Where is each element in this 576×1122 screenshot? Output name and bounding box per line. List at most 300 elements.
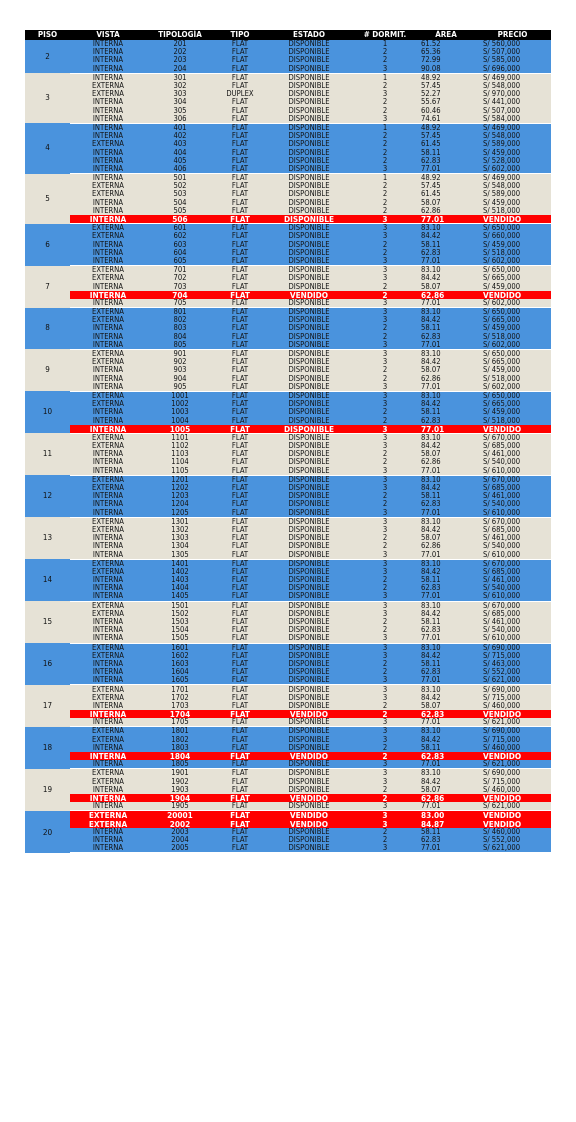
tipo-cell: FLAT (214, 509, 266, 518)
vista-cell: EXTERNA (70, 358, 146, 366)
area-cell: 52.27 (418, 90, 474, 98)
vista-cell: INTERNA (70, 40, 146, 48)
tipologia-cell: 1602 (146, 652, 214, 660)
piso-cell: 10 (25, 391, 70, 433)
table-row (25, 484, 551, 492)
table-row (25, 778, 551, 786)
tipo-cell: FLAT (214, 82, 266, 90)
vista-cell: INTERNA (70, 425, 146, 434)
precio-cell: S/ 461,000 (474, 618, 551, 626)
area-cell: 62.86 (418, 291, 474, 299)
precio-cell: S/ 650,000 (474, 391, 551, 400)
table-row (25, 157, 551, 165)
area-cell: 77.01 (418, 257, 474, 266)
dormitorios-cell: 2 (352, 190, 418, 198)
table-row (25, 702, 551, 710)
dormitorios-cell: 1 (352, 40, 418, 48)
vista-cell: EXTERNA (70, 484, 146, 492)
table-row (25, 408, 551, 416)
table-row (25, 132, 551, 140)
precio-cell: S/ 715,000 (474, 736, 551, 744)
vista-cell: INTERNA (70, 702, 146, 710)
vista-cell: EXTERNA (70, 274, 146, 282)
precio-cell: S/ 459,000 (474, 366, 551, 374)
tipologia-cell: 1702 (146, 694, 214, 702)
estado-cell: DISPONIBLE (266, 694, 352, 702)
tipologia-cell: 2005 (146, 844, 214, 853)
tipo-cell: FLAT (214, 652, 266, 660)
tipo-cell: FLAT (214, 576, 266, 584)
precio-cell: S/ 589,000 (474, 140, 551, 148)
dormitorios-cell: 2 (352, 249, 418, 257)
piso-cell: 20 (25, 811, 70, 853)
estado-cell: DISPONIBLE (266, 484, 352, 492)
tipo-cell: FLAT (214, 148, 266, 156)
vista-cell: EXTERNA (70, 266, 146, 275)
tipo-cell: FLAT (214, 802, 266, 811)
dormitorios-cell: 3 (352, 65, 418, 74)
estado-cell: DISPONIBLE (266, 115, 352, 124)
area-cell: 62.86 (418, 458, 474, 466)
tipologia-cell: 305 (146, 107, 214, 115)
vista-cell: INTERNA (70, 56, 146, 64)
vista-cell: EXTERNA (70, 433, 146, 442)
precio-cell: S/ 715,000 (474, 694, 551, 702)
estado-cell: DISPONIBLE (266, 232, 352, 240)
tipologia-cell: 1002 (146, 400, 214, 408)
estado-cell: DISPONIBLE (266, 324, 352, 332)
area-cell: 58.07 (418, 450, 474, 458)
tipologia-cell: 306 (146, 115, 214, 124)
tipo-cell: FLAT (214, 375, 266, 383)
precio-cell: S/ 602,000 (474, 299, 551, 308)
vista-cell: EXTERNA (70, 316, 146, 324)
vista-cell: INTERNA (70, 107, 146, 115)
tipologia-cell: 904 (146, 375, 214, 383)
table-row (25, 643, 551, 652)
area-cell: 84.42 (418, 232, 474, 240)
vista-cell: INTERNA (70, 123, 146, 132)
vista-cell: INTERNA (70, 257, 146, 266)
precio-cell: S/ 469,000 (474, 73, 551, 82)
table-row (25, 660, 551, 668)
estado-cell: DISPONIBLE (266, 140, 352, 148)
area-cell: 58.11 (418, 241, 474, 249)
tipologia-cell: 1605 (146, 676, 214, 685)
dormitorios-cell: 3 (352, 685, 418, 694)
vista-cell: EXTERNA (70, 769, 146, 778)
estado-cell: VENDIDO (266, 710, 352, 718)
estado-cell: DISPONIBLE (266, 618, 352, 626)
vista-cell: INTERNA (70, 375, 146, 383)
tipologia-cell: 1801 (146, 727, 214, 736)
dormitorios-cell: 3 (352, 274, 418, 282)
estado-cell: DISPONIBLE (266, 592, 352, 601)
estado-cell: DISPONIBLE (266, 249, 352, 257)
dormitorios-cell: 2 (352, 199, 418, 207)
precio-cell: S/ 665,000 (474, 316, 551, 324)
precio-cell: S/ 685,000 (474, 442, 551, 450)
tipologia-cell: 1304 (146, 542, 214, 550)
area-cell: 62.86 (418, 794, 474, 802)
tipo-cell: FLAT (214, 643, 266, 652)
tipologia-cell: 605 (146, 257, 214, 266)
dormitorios-cell: 2 (352, 140, 418, 148)
estado-cell: DISPONIBLE (266, 668, 352, 676)
precio-cell: S/ 540,000 (474, 542, 551, 550)
dormitorios-cell: 2 (352, 450, 418, 458)
tipologia-cell: 902 (146, 358, 214, 366)
tipologia-cell: 1902 (146, 778, 214, 786)
estado-cell: DISPONIBLE (266, 744, 352, 752)
dormitorios-cell: 2 (352, 366, 418, 374)
table-row (25, 40, 551, 48)
tipo-cell: FLAT (214, 676, 266, 685)
tipologia-cell: 301 (146, 73, 214, 82)
table-row (25, 668, 551, 676)
estado-cell: DISPONIBLE (266, 65, 352, 74)
tipologia-cell: 1201 (146, 475, 214, 484)
vista-cell: INTERNA (70, 794, 146, 802)
precio-cell: S/ 507,000 (474, 107, 551, 115)
area-cell: 84.42 (418, 694, 474, 702)
estado-cell: DISPONIBLE (266, 526, 352, 534)
table-row (25, 182, 551, 190)
area-cell: 55.67 (418, 98, 474, 106)
dormitorios-cell: 3 (352, 433, 418, 442)
vista-cell: INTERNA (70, 324, 146, 332)
estado-cell: DISPONIBLE (266, 316, 352, 324)
precio-cell: S/ 552,000 (474, 668, 551, 676)
dormitorios-cell: 2 (352, 458, 418, 466)
vista-cell: INTERNA (70, 341, 146, 350)
area-cell: 83.10 (418, 391, 474, 400)
precio-cell: S/ 610,000 (474, 509, 551, 518)
estado-cell: DISPONIBLE (266, 199, 352, 207)
tipologia-cell: 1105 (146, 467, 214, 476)
tipologia-cell: 903 (146, 366, 214, 374)
estado-cell: DISPONIBLE (266, 550, 352, 559)
tipologia-cell: 1703 (146, 702, 214, 710)
tipo-cell: FLAT (214, 232, 266, 240)
tipo-cell: FLAT (214, 132, 266, 140)
table-row (25, 492, 551, 500)
area-cell: 84.42 (418, 274, 474, 282)
tipo-cell: FLAT (214, 333, 266, 341)
dormitorios-cell: 2 (352, 794, 418, 802)
table-row (25, 634, 551, 643)
tipologia-cell: 2002 (146, 819, 214, 827)
header-estado: ESTADO (266, 30, 352, 40)
dormitorios-cell: 2 (352, 710, 418, 718)
table-row (25, 450, 551, 458)
header-piso: PISO (25, 30, 70, 40)
precio-cell: VENDIDO (474, 752, 551, 760)
vista-cell: EXTERNA (70, 568, 146, 576)
area-cell: 77.01 (418, 425, 474, 434)
precio-cell: VENDIDO (474, 425, 551, 434)
tipologia-cell: 601 (146, 224, 214, 233)
area-cell: 48.92 (418, 174, 474, 183)
precio-cell: S/ 690,000 (474, 727, 551, 736)
area-cell: 84.42 (418, 778, 474, 786)
area-cell: 83.10 (418, 643, 474, 652)
area-cell: 77.01 (418, 341, 474, 350)
vista-cell: INTERNA (70, 576, 146, 584)
tipo-cell: FLAT (214, 391, 266, 400)
tipo-cell: FLAT (214, 718, 266, 727)
precio-cell: S/ 518,000 (474, 416, 551, 424)
tipologia-cell: 1102 (146, 442, 214, 450)
area-cell: 77.01 (418, 676, 474, 685)
vista-cell: EXTERNA (70, 610, 146, 618)
tipo-cell: FLAT (214, 458, 266, 466)
precio-cell: S/ 610,000 (474, 592, 551, 601)
area-cell: 62.83 (418, 710, 474, 718)
dormitorios-cell: 3 (352, 442, 418, 450)
tipologia-cell: 705 (146, 299, 214, 308)
tipologia-cell: 801 (146, 308, 214, 317)
dormitorios-cell: 2 (352, 492, 418, 500)
table-row (25, 576, 551, 584)
dormitorios-cell: 3 (352, 559, 418, 568)
area-cell: 84.42 (418, 400, 474, 408)
table-row (25, 828, 551, 836)
tipologia-cell: 802 (146, 316, 214, 324)
precio-cell: S/ 469,000 (474, 174, 551, 183)
tipologia-cell: 1501 (146, 601, 214, 610)
table-row (25, 652, 551, 660)
dormitorios-cell: 2 (352, 500, 418, 508)
area-cell: 84.42 (418, 484, 474, 492)
estado-cell: DISPONIBLE (266, 190, 352, 198)
tipo-cell: FLAT (214, 257, 266, 266)
tipologia-cell: 1802 (146, 736, 214, 744)
vista-cell: EXTERNA (70, 517, 146, 526)
tipo-cell: FLAT (214, 592, 266, 601)
area-cell: 84.87 (418, 819, 474, 827)
piso-cell: 16 (25, 643, 70, 685)
area-cell: 74.61 (418, 115, 474, 124)
area-cell: 77.01 (418, 509, 474, 518)
area-cell: 84.42 (418, 316, 474, 324)
estado-cell: DISPONIBLE (266, 48, 352, 56)
tipo-cell: FLAT (214, 215, 266, 224)
table-row (25, 324, 551, 332)
tipologia-cell: 704 (146, 291, 214, 299)
tipologia-cell: 1704 (146, 710, 214, 718)
table-row (25, 140, 551, 148)
tipo-cell: FLAT (214, 660, 266, 668)
vista-cell: INTERNA (70, 416, 146, 424)
piso-cell: 2 (25, 40, 70, 73)
precio-cell: S/ 459,000 (474, 324, 551, 332)
precio-cell: S/ 602,000 (474, 257, 551, 266)
precio-cell: S/ 970,000 (474, 90, 551, 98)
area-cell: 83.10 (418, 601, 474, 610)
table-header-row (25, 30, 551, 40)
table-row (25, 90, 551, 98)
table-row (25, 601, 551, 610)
dormitorios-cell: 2 (352, 660, 418, 668)
precio-cell: S/ 602,000 (474, 165, 551, 174)
tipologia-cell: 1503 (146, 618, 214, 626)
vista-cell: INTERNA (70, 132, 146, 140)
estado-cell: DISPONIBLE (266, 400, 352, 408)
piso-cell: 12 (25, 475, 70, 517)
dormitorios-cell: 3 (352, 819, 418, 827)
precio-cell: S/ 540,000 (474, 458, 551, 466)
estado-cell: DISPONIBLE (266, 534, 352, 542)
tipo-cell: FLAT (214, 626, 266, 634)
tipo-cell: FLAT (214, 341, 266, 350)
dormitorios-cell: 2 (352, 375, 418, 383)
tipologia-cell: 1505 (146, 634, 214, 643)
precio-cell: S/ 650,000 (474, 224, 551, 233)
piso-cell: 15 (25, 601, 70, 643)
estado-cell: DISPONIBLE (266, 576, 352, 584)
tipo-cell: FLAT (214, 736, 266, 744)
vista-cell: INTERNA (70, 299, 146, 308)
table-row (25, 349, 551, 358)
tipologia-cell: 505 (146, 207, 214, 215)
estado-cell: DISPONIBLE (266, 241, 352, 249)
table-row (25, 115, 551, 124)
area-cell: 58.11 (418, 828, 474, 836)
tipologia-cell: 1103 (146, 450, 214, 458)
precio-cell: S/ 670,000 (474, 601, 551, 610)
table-row (25, 676, 551, 685)
dormitorios-cell: 2 (352, 56, 418, 64)
table-row (25, 736, 551, 744)
precio-cell: VENDIDO (474, 291, 551, 299)
table-row (25, 568, 551, 576)
estado-cell: DISPONIBLE (266, 736, 352, 744)
tipo-cell: FLAT (214, 349, 266, 358)
vista-cell: INTERNA (70, 467, 146, 476)
table-row (25, 458, 551, 466)
tipo-cell: FLAT (214, 760, 266, 769)
table-row (25, 274, 551, 282)
dormitorios-cell: 3 (352, 266, 418, 275)
dormitorios-cell: 2 (352, 82, 418, 90)
precio-cell: S/ 459,000 (474, 148, 551, 156)
table-row (25, 400, 551, 408)
precio-cell: S/ 621,000 (474, 802, 551, 811)
area-cell: 83.10 (418, 769, 474, 778)
estado-cell: DISPONIBLE (266, 157, 352, 165)
area-cell: 83.10 (418, 433, 474, 442)
table-row (25, 760, 551, 769)
vista-cell: INTERNA (70, 836, 146, 844)
estado-cell: DISPONIBLE (266, 308, 352, 317)
vista-cell: INTERNA (70, 98, 146, 106)
vista-cell: INTERNA (70, 802, 146, 811)
vista-cell: INTERNA (70, 65, 146, 74)
tipo-cell: FLAT (214, 668, 266, 676)
dormitorios-cell: 3 (352, 550, 418, 559)
estado-cell: DISPONIBLE (266, 702, 352, 710)
area-cell: 65.36 (418, 48, 474, 56)
dormitorios-cell: 2 (352, 157, 418, 165)
tipologia-cell: 1101 (146, 433, 214, 442)
area-cell: 61.45 (418, 190, 474, 198)
table-row (25, 82, 551, 90)
dormitorios-cell: 3 (352, 400, 418, 408)
area-cell: 77.01 (418, 165, 474, 174)
dormitorios-cell: 3 (352, 592, 418, 601)
vista-cell: EXTERNA (70, 400, 146, 408)
tipologia-cell: 1903 (146, 786, 214, 794)
dormitorios-cell: 3 (352, 232, 418, 240)
precio-cell: S/ 461,000 (474, 450, 551, 458)
tipologia-cell: 503 (146, 190, 214, 198)
tipo-cell: FLAT (214, 274, 266, 282)
vista-cell: EXTERNA (70, 232, 146, 240)
precio-cell: S/ 670,000 (474, 559, 551, 568)
area-cell: 57.45 (418, 182, 474, 190)
precio-cell: S/ 690,000 (474, 685, 551, 694)
precio-cell: S/ 461,000 (474, 576, 551, 584)
area-cell: 77.01 (418, 634, 474, 643)
area-cell: 84.42 (418, 610, 474, 618)
table-row (25, 618, 551, 626)
piso-cell: 4 (25, 123, 70, 173)
tipo-cell: FLAT (214, 241, 266, 249)
tipo-cell: FLAT (214, 182, 266, 190)
estado-cell: DISPONIBLE (266, 383, 352, 392)
vista-cell: EXTERNA (70, 819, 146, 827)
dormitorios-cell: 3 (352, 165, 418, 174)
dormitorios-cell: 3 (352, 299, 418, 308)
table-row (25, 207, 551, 215)
precio-cell: S/ 584,000 (474, 115, 551, 124)
table-row (25, 550, 551, 559)
precio-cell: S/ 665,000 (474, 400, 551, 408)
estado-cell: DISPONIBLE (266, 492, 352, 500)
precio-cell: S/ 670,000 (474, 475, 551, 484)
dormitorios-cell: 3 (352, 224, 418, 233)
tipo-cell: FLAT (214, 526, 266, 534)
table-row (25, 308, 551, 317)
tipo-cell: FLAT (214, 174, 266, 183)
estado-cell: DISPONIBLE (266, 165, 352, 174)
tipologia-cell: 1701 (146, 685, 214, 694)
area-cell: 58.11 (418, 408, 474, 416)
dormitorios-cell: 3 (352, 308, 418, 317)
vista-cell: INTERNA (70, 48, 146, 56)
table-row (25, 165, 551, 174)
dormitorios-cell: 3 (352, 643, 418, 652)
tipo-cell: FLAT (214, 123, 266, 132)
table-row (25, 107, 551, 115)
piso-cell: 19 (25, 769, 70, 811)
tipologia-cell: 701 (146, 266, 214, 275)
price-list-sheet (25, 30, 551, 853)
estado-cell: DISPONIBLE (266, 509, 352, 518)
vista-cell: INTERNA (70, 207, 146, 215)
tipologia-cell: 1302 (146, 526, 214, 534)
area-cell: 60.46 (418, 107, 474, 115)
precio-cell: S/ 518,000 (474, 249, 551, 257)
estado-cell: DISPONIBLE (266, 408, 352, 416)
table-row (25, 316, 551, 324)
area-cell: 83.10 (418, 685, 474, 694)
estado-cell: DISPONIBLE (266, 40, 352, 48)
vista-cell: EXTERNA (70, 475, 146, 484)
area-cell: 62.86 (418, 375, 474, 383)
precio-cell: S/ 621,000 (474, 844, 551, 853)
